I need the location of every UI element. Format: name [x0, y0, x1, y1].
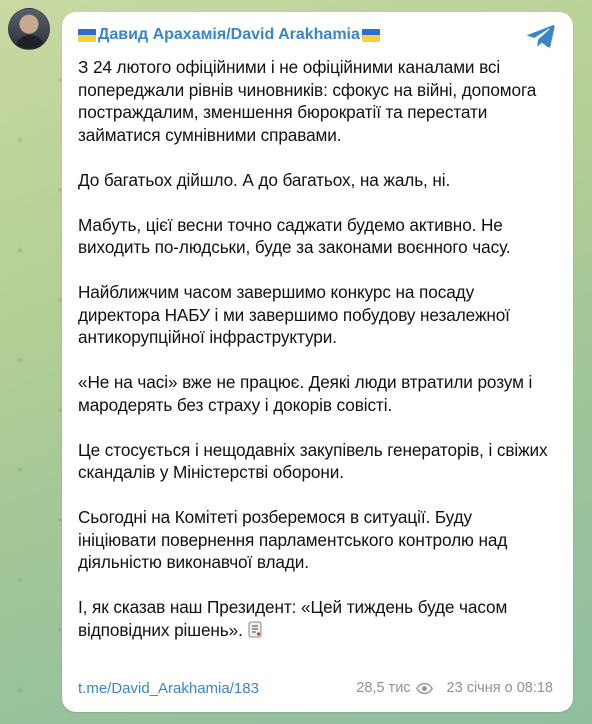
message-paragraph: «Не на часі» вже не працює. Деякі люди втратили розум і мародерять без страху і докорів совісті.	[78, 372, 533, 415]
message-paragraph: Мабуть, цієї весни точно саджати будемо активно. Не виходить по-людськи, буде за законами воєнного часу.	[78, 214, 511, 257]
message-paragraph: Це стосується і нещодавніх закупівель генераторів, і свіжих скандалів у Міністерстві оборони.	[78, 439, 548, 482]
message-text: І, як сказав наш Президент: «Цей тиждень буде часом відповідних рішень».	[78, 597, 508, 640]
post-footer	[78, 678, 553, 698]
channel-name-link[interactable]	[78, 24, 380, 46]
view-count: 28,5 тис	[356, 680, 411, 696]
ukraine-flag-icon	[78, 29, 96, 42]
post-meta	[356, 680, 553, 696]
message-paragraph: З 24 лютого офіційними і не офіційними каналами всі попереджали рівнів чиновників: сфокус на війні, допомога постраждалим, зменшення бюрократії та перестати займатися сумнівними справами.	[78, 57, 537, 145]
sticker-emoji-icon	[247, 621, 263, 639]
telegram-icon[interactable]	[527, 24, 555, 48]
message-paragraph: Сьогодні на Комітеті розберемося в ситуації. Буду ініціювати повернення парламентського контролю над діяльністю виконавчої влади.	[78, 507, 508, 572]
ukraine-flag-icon	[362, 29, 380, 42]
post-date: 23 січня о 08:18	[446, 680, 553, 696]
message-paragraph-last	[78, 596, 553, 641]
eye-icon	[416, 683, 433, 694]
message-paragraph: Найближчим часом завершимо конкурс на посаду директора НАБУ і ми завершимо побудову незалежної антикорупційної інфраструктури.	[78, 282, 510, 347]
post-header	[78, 24, 553, 46]
message-paragraph: До багатьох дійшло. А до багатьох, на жаль, ні.	[78, 169, 451, 190]
post-message	[78, 56, 553, 641]
post-bubble	[62, 12, 573, 712]
channel-avatar[interactable]	[8, 8, 50, 50]
channel-name: Давид Арахамія/David Arakhamia	[98, 26, 360, 43]
post-link[interactable]: t.me/David_Arakhamia/183	[78, 679, 259, 697]
